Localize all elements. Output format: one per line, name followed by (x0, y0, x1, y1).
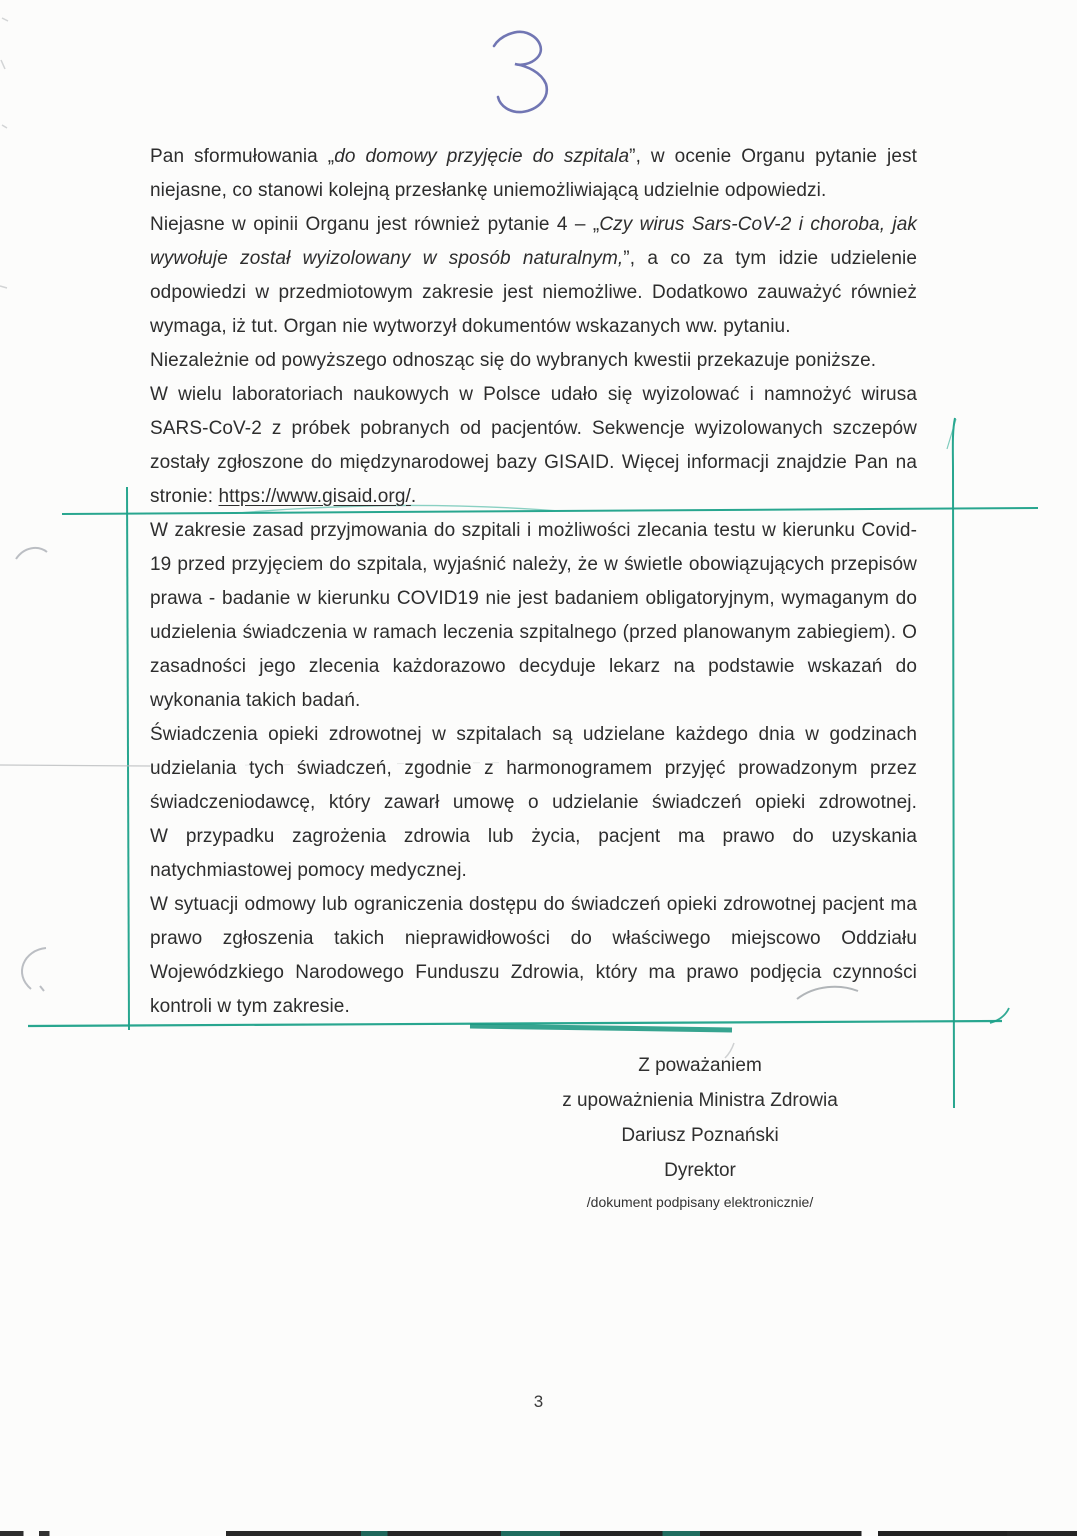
text-run: W wielu laboratoriach naukowych w Polsce udało się wyizolować i namnożyć wirusa SARS-CoV-2 z próbek pobranych od pacjentów. Sekwencje wyizolowanych szczepów zostały zgłoszone do międzynarodowej bazy GISAID. Więcej informacji znajdzie Pan na stronie: (150, 384, 917, 507)
text-run: Niejasne w opinii Organu jest również pytanie 4 – „ (150, 214, 600, 235)
text-run: Niezależnie od powyższego odnosząc się do wybranych kwestii przekazuje poniższe. (150, 350, 877, 371)
scan-edge-specks-top-left (0, 18, 8, 288)
text-run: W zakresie zasad przyjmowania do szpitali i możliwości zlecania testu w kierunku Covid-19 przed przyjęciem do szpitala, wyjaśnić należy, że w świetle obowiązujących przepisów prawa - badanie w kierunku COVID19 nie jest badaniem obligatoryjnym, wymaganym do udzielenia świadczenia w ramach leczenia szpitalnego (przed planowanym zabiegiem). O zasadności jego zlecenia każdorazowo decyduje lekarz na podstawie wskazań do wykonania takich badań. (150, 520, 917, 711)
gisaid-link[interactable]: https://www.gisaid.org/ (218, 486, 411, 507)
scanner-edge-artifact (0, 1531, 1077, 1536)
green-bottom-right-tick (990, 1008, 1009, 1023)
italic-text-run: Czy wirus Sars-CoV-2 i choroba, jak wywołuje został wyizolowany w sposób naturalnym, (150, 214, 918, 269)
paragraph (150, 344, 917, 378)
signer-name: Dariusz Poznański (621, 1125, 779, 1146)
pencil-curve-left-top (16, 548, 47, 559)
signer-title: Dyrektor (664, 1160, 736, 1181)
paragraph (150, 140, 917, 208)
text-run: ”, w ocenie Organu pytanie jest niejasne, co stanowi kolejną przesłankę uniemożliwiającą udzielnie odpowiedzi. (150, 146, 917, 201)
paper-crease-line (0, 765, 150, 766)
closing-authorization: z upoważnienia Ministra Zdrowia (562, 1090, 838, 1111)
text-run: ”, a co za tym idzie udzielenie odpowiedzi w przedmiotowym zakresie jest niemożliwe. Dodatkowo zauważyć również wymaga, iż tut. Organ nie wytworzył dokumentów wskazanych ww. pytaniu. (150, 248, 917, 337)
green-horizontal-bottom-thick-segment (470, 1026, 732, 1030)
paragraph (150, 208, 917, 344)
text-run: Świadczenia opieki zdrowotnej w szpitalach są udzielane każdego dnia w godzinach udzielania tych świadczeń, zgodnie z harmonogramem przyjęć prowadzonym przez świadczeniodawcę, który zawarł umowę o udzielanie świadczeń opieki zdrowotnej. W przypadku zagrożenia zdrowia lub życia, pacjent ma prawo do uzyskania natychmiastowej pomocy medycznej. (150, 724, 917, 881)
page-number: 3 (533, 1392, 544, 1411)
signature-block (450, 1048, 950, 1213)
paragraph (150, 888, 917, 1024)
green-vertical-line-left (127, 487, 129, 1030)
green-vertical-line-right (953, 418, 955, 1108)
text-run: W sytuacji odmowy lub ograniczenia dostępu do świadczeń opieki zdrowotnej pacjent ma prawo zgłoszenia takich nieprawidłowości do właściwego miejscowo Oddziału Wojewódzkiego Narodowego Funduszu Zdrowia, który ma prawo podjęcia czynności kontroli w tym zakresie. (150, 894, 917, 1017)
paragraph (150, 514, 917, 718)
document-body (150, 140, 917, 1024)
text-run: Pan sformułowania „ (150, 146, 335, 167)
closing-salutation: Z poważaniem (638, 1055, 762, 1076)
handwritten-page-number-icon (494, 32, 547, 112)
paragraph (150, 718, 917, 888)
paragraph (150, 378, 917, 514)
electronic-signature-note: /dokument podpisany elektronicznie/ (586, 1194, 814, 1210)
text-run: . (410, 486, 417, 507)
pencil-curve-left-bottom (22, 948, 46, 991)
italic-text-run: do domowy przyjęcie do szpitala (334, 146, 630, 167)
green-vertical-right-top-flick (947, 419, 956, 449)
